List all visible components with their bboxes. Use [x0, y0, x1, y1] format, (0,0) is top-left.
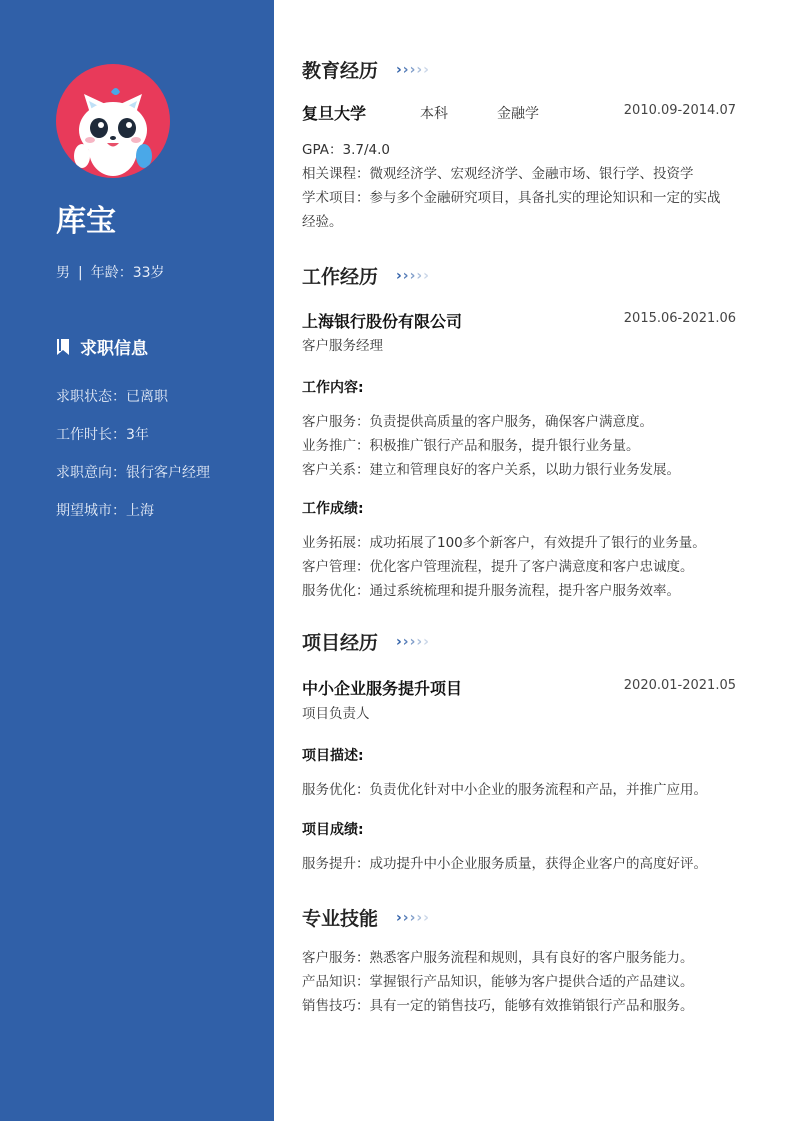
divider: | — [78, 265, 83, 281]
age: 年龄：33岁 — [90, 265, 165, 281]
project-desc-item: 服务优化：负责优化针对中小企业的服务流程和产品，并推广应用。 — [302, 782, 707, 798]
chevrons-icon: › › › › › — [396, 633, 429, 650]
project-name: 中小企业服务提升项目 — [302, 679, 463, 698]
job-info-heading — [56, 334, 148, 359]
academic-line-cont: 经验。 — [302, 214, 343, 230]
work-content-item: 业务推广：积极推广银行产品和服务，提升银行业务量。 — [302, 438, 640, 454]
work-achieve-item: 客户管理：优化客户管理流程，提升了客户满意度和客户忠诚度。 — [302, 559, 694, 575]
project-result-item: 服务提升：成功提升中小企业服务质量，获得企业客户的高度好评。 — [302, 856, 707, 872]
project-title: 项目经历 — [302, 632, 379, 654]
work-content-item: 客户关系：建立和管理良好的客户关系，以助力银行业务发展。 — [302, 462, 680, 478]
candidate-name: 库宝 — [56, 204, 116, 239]
job-intention: 求职意向：银行客户经理 — [56, 465, 210, 481]
academic-line: 学术项目：参与多个金融研究项目，具备扎实的理论知识和一定的实战 — [302, 190, 721, 206]
skill-item: 产品知识：掌握银行产品知识，能够为客户提供合适的产品建议。 — [302, 974, 694, 990]
work-row — [302, 309, 736, 332]
work-role: 客户服务经理 — [302, 338, 383, 354]
education-date: 2010.09-2014.07 — [623, 103, 736, 118]
project-heading — [302, 628, 429, 655]
education-row — [302, 101, 736, 124]
chevrons-icon: › › › › › — [396, 61, 429, 78]
project-role: 项目负责人 — [302, 706, 370, 722]
project-row — [302, 676, 736, 699]
work-title: 工作经历 — [302, 266, 379, 288]
sidebar — [0, 0, 274, 1121]
skills-heading — [302, 904, 429, 931]
expected-city: 期望城市：上海 — [56, 503, 154, 519]
cat-mascot-icon — [56, 64, 170, 178]
gpa-line: GPA：3.7/4.0 — [302, 142, 390, 158]
education-title: 教育经历 — [302, 60, 379, 82]
degree: 本科 — [420, 106, 448, 122]
project-desc-title: 项目描述: — [302, 748, 364, 764]
skill-item: 客户服务：熟悉客户服务流程和规则，具有良好的客户服务能力。 — [302, 950, 694, 966]
gender: 男 — [56, 265, 70, 281]
work-achieve-item: 服务优化：通过系统梳理和提升服务流程，提升客户服务效率。 — [302, 583, 680, 599]
project-result-title: 项目成绩: — [302, 822, 364, 838]
work-date: 2015.06-2021.06 — [623, 311, 736, 326]
work-heading — [302, 262, 429, 289]
work-achieve-item: 业务拓展：成功拓展了100多个新客户，有效提升了银行的业务量。 — [302, 535, 706, 551]
education-heading — [302, 56, 429, 83]
avatar — [56, 64, 170, 178]
major: 金融学 — [497, 106, 539, 122]
work-content-item: 客户服务：负责提供高质量的客户服务，确保客户满意度。 — [302, 414, 653, 430]
school-name: 复旦大学 — [302, 104, 367, 123]
work-duration: 工作时长：3年 — [56, 427, 149, 443]
skill-item: 销售技巧：具有一定的销售技巧，能够有效推销银行产品和服务。 — [302, 998, 694, 1014]
work-content-title: 工作内容: — [302, 380, 364, 396]
skills-title: 专业技能 — [302, 908, 379, 930]
company-name: 上海银行股份有限公司 — [302, 312, 463, 331]
courses-line: 相关课程：微观经济学、宏观经济学、金融市场、银行学、投资学 — [302, 166, 694, 182]
basic-info — [56, 262, 165, 282]
job-info-title: 求职信息 — [80, 339, 148, 359]
project-date: 2020.01-2021.05 — [623, 678, 736, 693]
work-achieve-title: 工作成绩: — [302, 501, 364, 517]
bookmark-icon — [56, 339, 70, 355]
chevrons-icon: › › › › › — [396, 909, 429, 926]
job-status: 求职状态：已离职 — [56, 389, 168, 405]
chevrons-icon: › › › › › — [396, 267, 429, 284]
